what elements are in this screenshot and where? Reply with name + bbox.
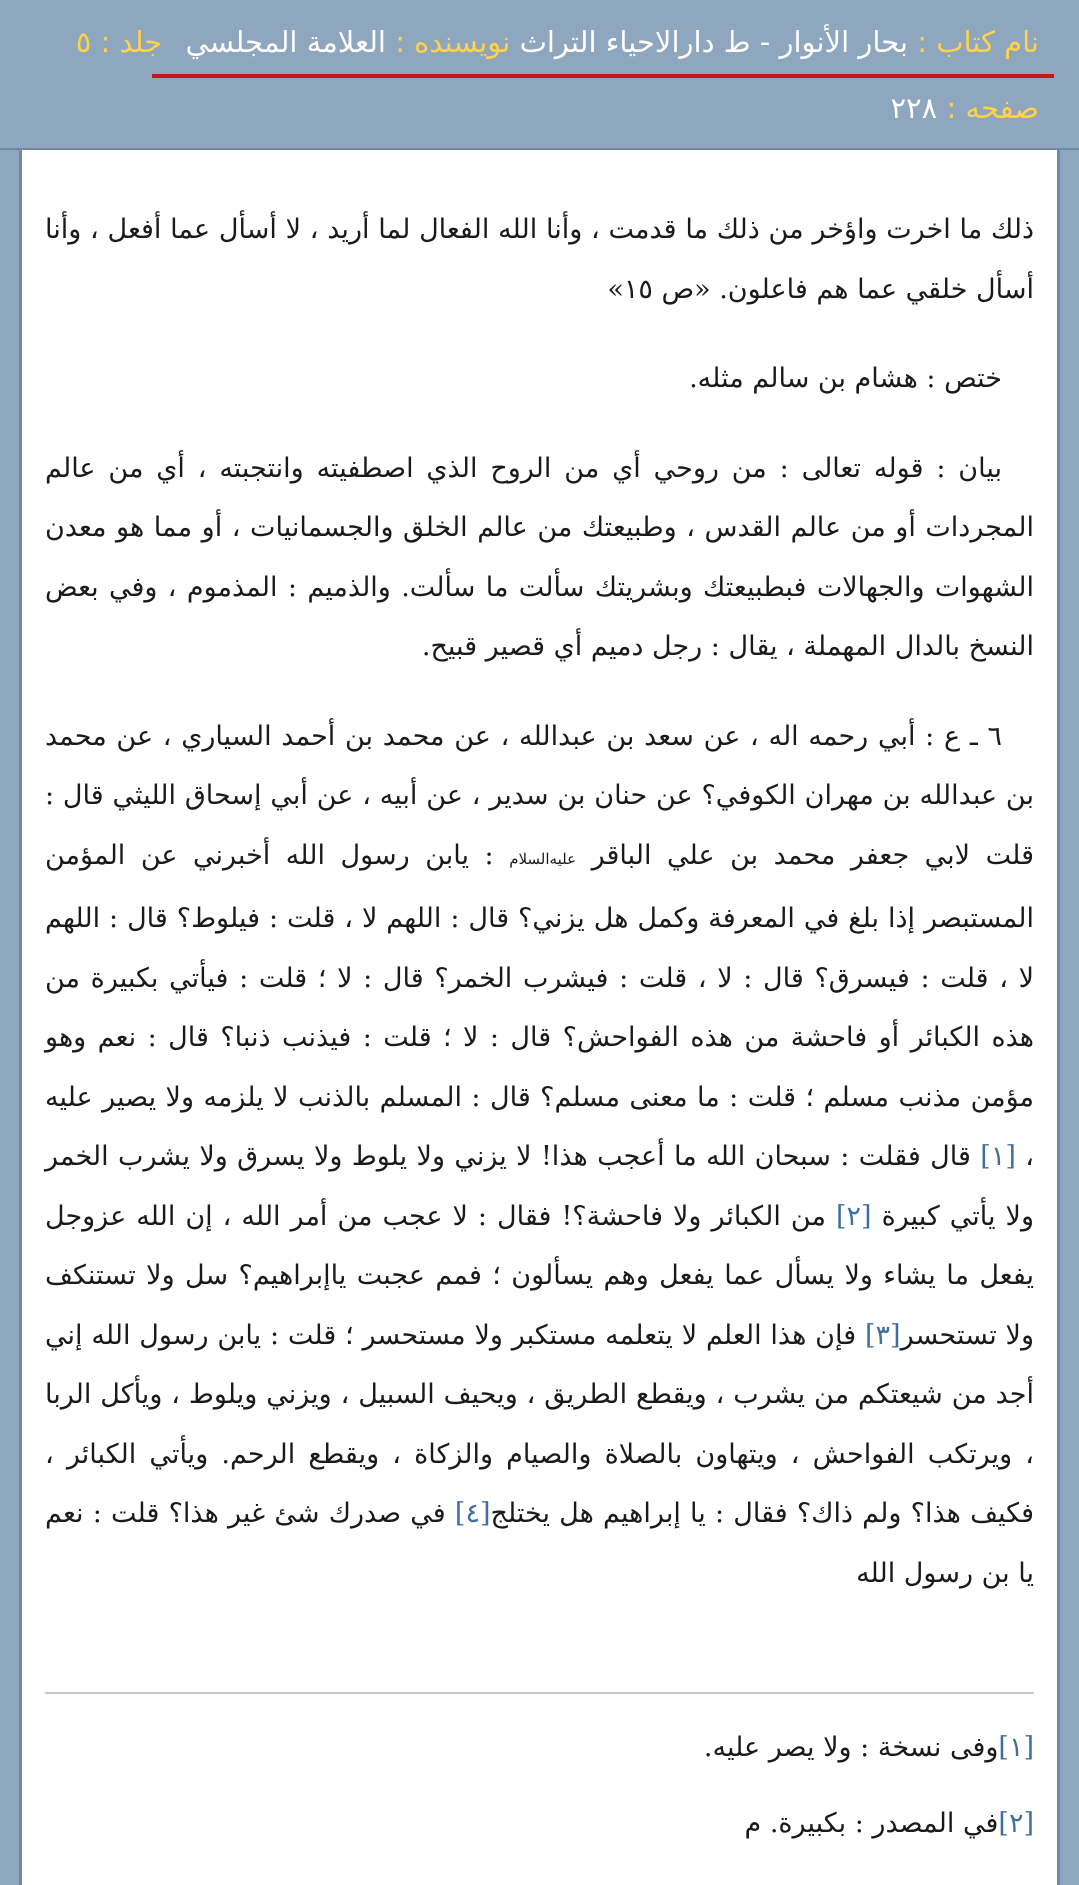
header-red-underline: [152, 74, 1054, 78]
book-title[interactable]: بحار الأنوار - ط دارالاحياء التراث: [519, 25, 909, 59]
author-name[interactable]: العلامة المجلسي: [185, 25, 386, 59]
page-frame-left: [0, 0, 22, 1885]
page-frame-right: [1057, 0, 1079, 1885]
page-label: صفحه :: [946, 91, 1039, 125]
volume-label: جلد :: [100, 25, 163, 59]
footnote-1-marker[interactable]: [١]: [998, 1732, 1034, 1763]
footnote-ref-4[interactable]: [٤]: [454, 1498, 491, 1529]
paragraph-2: ختص : هشام بن سالم مثله.: [689, 363, 1002, 394]
footnote-ref-3[interactable]: [٣]: [864, 1319, 901, 1351]
honorific-glyph: عليه‌السلام: [509, 849, 577, 868]
footnote-2-text: في المصدر : بكبيرة. م: [744, 1808, 999, 1839]
footnote-1: [45, 1718, 1034, 1794]
book-info-header: [0, 0, 1079, 150]
header-book-line: [40, 22, 1039, 62]
volume-number: ٥: [75, 25, 92, 59]
header-page-line: [890, 88, 1039, 128]
footnote-separator: [45, 1692, 1034, 1694]
hadith-text-1: ٦ ـ ع : أبي رحمه اله ، عن سعد بن عبدالله ، عن محمد بن أحمد السياري ، عن محمد بن عبدالله بن مهران الكوفي؟ عن حنان بن سدير ، عن أبيه ، عن أبي إسحاق الليثي قال : قلت لابي جعفر محمد بن علي الباقر: [45, 720, 1034, 871]
page-number: ٢٢٨: [890, 91, 938, 125]
footnote-ref-2[interactable]: [٢]: [835, 1200, 872, 1232]
paragraph-1: ذلك ما اخرت واؤخر من ذلك ما قدمت ، وأنا الله الفعال لما أريد ، لا أسأل عما أفعل ، وأنا أسأل خلقي عما هم فاعلون. «ص ١٥»: [45, 214, 1034, 305]
paragraph-bayan: بيان : قوله تعالى : من روحي أي من الروح الذي اصطفيته وانتجبته ، أي من عالم المجردات أو من عالم القدس ، وطبيعتك من عالم الخلق والجسمانيات ، أو مما هو معدن الشهوات والجهالات فبطبيعتك وبشريتك سألت ما سألت. والذميم : المذموم ، وفي بعض النسخ بالدال المهملة ، يقال : رجل دميم أي قصير قبيح.: [45, 452, 1034, 662]
book-text: [45, 200, 1034, 1633]
footnote-2: [45, 1794, 1034, 1870]
author-label: نويسنده :: [395, 25, 511, 59]
footnote-1-text: وفى نسخة : ولا يصر عليه.: [703, 1732, 999, 1763]
footnote-ref-1[interactable]: [١]: [980, 1141, 1016, 1172]
footnotes: [45, 1718, 1034, 1870]
hadith-text-3: قال فقلت : سبحان الله ما أعجب هذا! لا يزني ولا يلوط ولا يسرق ولا يشرب الخمر ولا يأتي كبيرة: [45, 1141, 1034, 1232]
paragraph-hadith-6: [45, 707, 1034, 1604]
footnote-2-marker[interactable]: [٢]: [998, 1808, 1034, 1839]
book-name-label: نام کتاب :: [917, 25, 1039, 59]
hadith-text-6: في صدرك شئ غير هذا؟ قلت : نعم يا بن رسول الله: [45, 1498, 1034, 1589]
hadith-text-5: فإن هذا العلم لا يتعلمه مستكبر ولا مستحسر ؛ قلت : يابن رسول الله إني أجد من شيعتكم من يشرب ، ويقطع الطريق ، ويحيف السبيل ، ويزني ويلوط ، ويأكل الربا ، ويرتكب الفواحش ، ويتهاون بالصلاة والصيام والزكاة ، ويقطع الرحم. ويأتي الكبائر ، فكيف هذا؟ ولم ذاك؟ فقال : يا إبراهيم هل يختلج: [45, 1319, 1034, 1529]
hadith-text-4: من الكبائر ولا فاحشة؟! فقال : لا عجب من أمر الله ، إن الله عزوجل يفعل ما يشاء ولا يسأل عما يفعل وهم يسألون ؛ فمم عجبت ياإبراهيم؟ سل ولا تستنكف ولا تستحسر: [45, 1200, 1034, 1351]
hadith-text-2: : يابن رسول الله أخبرني عن المؤمن المستبصر إذا بلغ في المعرفة وكمل هل يزني؟ قال : اللهم لا ، قلت : فيلوط؟ قال : اللهم لا ، قلت : فيسرق؟ قال : لا ، قلت : فيشرب الخمر؟ قال : لا ؛ قلت : فيأتي بكبيرة من هذه الكبائر أو فاحشة من هذه الفواحش؟ قال : لا ؛ قلت : فيذنب ذنبا؟ قال : نعم وهو مؤمن مذنب مسلم ؛ قلت : ما معنى مسلم؟ قال : المسلم بالذنب لا يلزمه ولا يصير عليه ،: [45, 839, 1034, 1172]
